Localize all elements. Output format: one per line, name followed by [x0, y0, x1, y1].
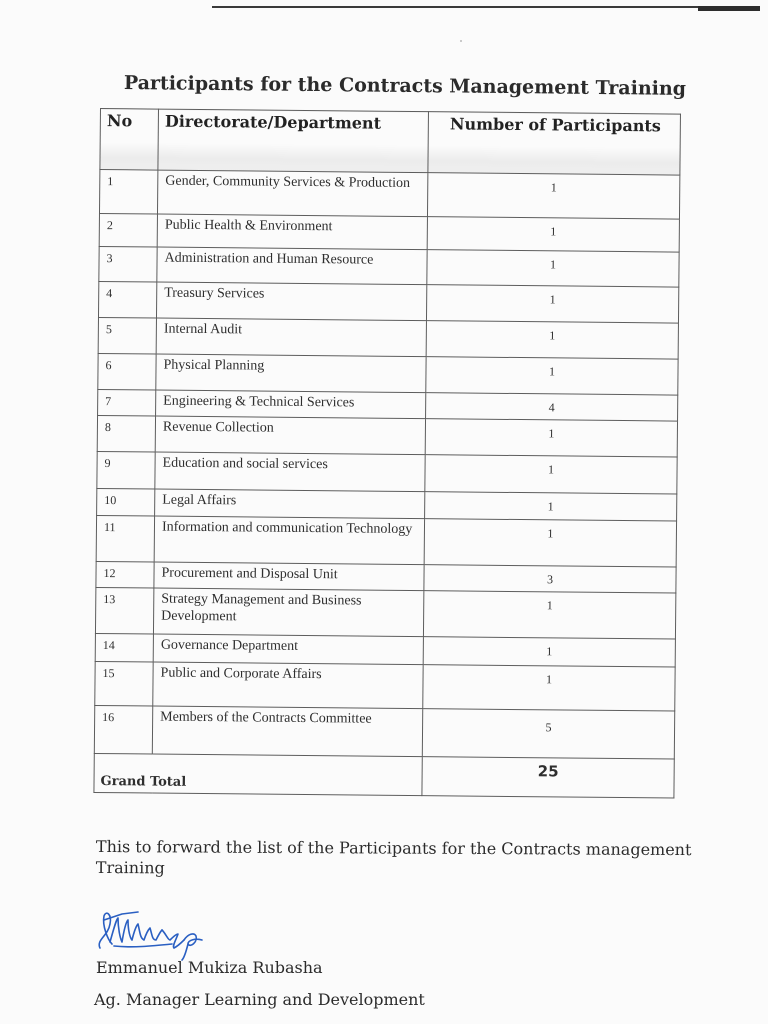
row-department: Revenue Collection [155, 416, 425, 455]
row-number: 2 [99, 213, 157, 247]
row-department: Legal Affairs [155, 489, 425, 519]
document-title: Participants for the Contracts Management Training [123, 72, 687, 100]
row-department: Treasury Services [156, 282, 426, 321]
table-row [97, 415, 677, 457]
row-number: 14 [95, 633, 153, 662]
row-department: Governance Department [153, 634, 423, 665]
row-department: Procurement and Disposal Unit [154, 562, 424, 591]
participants-table-wrap [93, 108, 680, 799]
row-participants: 1 [423, 637, 675, 667]
header-participants: Number of Participants [428, 112, 681, 175]
row-participants: 1 [424, 519, 676, 567]
top-rule-edge [698, 6, 760, 11]
row-participants: 1 [423, 665, 675, 711]
row-department: Internal Audit [156, 318, 426, 357]
row-number: 12 [96, 561, 154, 588]
forwarding-note: This to forward the list of the Participants for the Contracts management Training [95, 837, 692, 878]
row-participants: 4 [426, 393, 678, 421]
table-row [99, 246, 679, 287]
participants-table [93, 108, 681, 799]
table-row [94, 705, 674, 759]
row-number: 4 [98, 281, 156, 318]
row-participants: 1 [426, 357, 678, 395]
header-no: No [100, 109, 159, 171]
row-participants: 1 [426, 321, 678, 359]
table-row [98, 317, 678, 359]
scan-speck [460, 40, 462, 42]
row-number: 13 [95, 587, 153, 634]
row-participants: 1 [425, 419, 677, 457]
row-participants: 1 [427, 217, 679, 252]
table-row [96, 515, 676, 567]
row-participants: 1 [427, 173, 679, 219]
row-department: Administration and Human Resource [157, 247, 427, 285]
grand-total-label-cell [94, 753, 422, 795]
table-row [99, 170, 679, 220]
row-participants: 1 [423, 591, 675, 639]
handwritten-signature [92, 900, 222, 962]
grand-total-label: Grand Total [100, 774, 187, 790]
row-participants: 3 [424, 565, 676, 593]
top-rule [212, 6, 760, 8]
row-department: Public and Corporate Affairs [153, 662, 423, 709]
row-number: 15 [95, 661, 153, 706]
table-row [98, 281, 678, 323]
row-number: 5 [98, 317, 156, 354]
signatory-title: Ag. Manager Learning and Development [94, 990, 425, 1009]
row-number: 16 [94, 705, 152, 754]
table-header-row [100, 109, 681, 176]
row-participants: 1 [427, 250, 679, 287]
grand-total-value-cell [422, 757, 674, 798]
row-participants: 1 [425, 455, 677, 494]
row-number: 3 [99, 246, 157, 282]
row-department: Information and communication Technology [154, 516, 424, 565]
row-number: 1 [99, 170, 157, 215]
row-number: 11 [96, 515, 154, 562]
grand-total-row [94, 753, 674, 798]
row-department: Members of the Contracts Committee [152, 706, 422, 757]
row-number: 10 [97, 488, 155, 516]
row-department: Gender, Community Services & Production [157, 170, 427, 217]
grand-total-value: 25 [537, 762, 559, 781]
row-department: Public Health & Environment [157, 214, 427, 250]
header-department: Directorate/Department [158, 109, 429, 173]
table-row [99, 213, 679, 252]
row-department: Education and social services [155, 452, 425, 492]
row-number: 9 [97, 451, 155, 489]
row-participants: 5 [422, 709, 674, 759]
signatory-name: Emmanuel Mukiza Rubasha [96, 958, 323, 977]
row-department: Strategy Management and Business Development [153, 588, 423, 637]
table-row [98, 353, 678, 395]
table-row [97, 451, 677, 494]
row-number: 8 [97, 415, 155, 452]
row-number: 6 [98, 353, 156, 390]
row-number: 7 [98, 389, 156, 416]
row-department: Physical Planning [156, 354, 426, 393]
row-department: Engineering & Technical Services [156, 390, 426, 419]
row-participants: 1 [425, 492, 677, 521]
table-row [95, 587, 675, 639]
table-row [95, 661, 675, 711]
row-participants: 1 [426, 285, 678, 323]
